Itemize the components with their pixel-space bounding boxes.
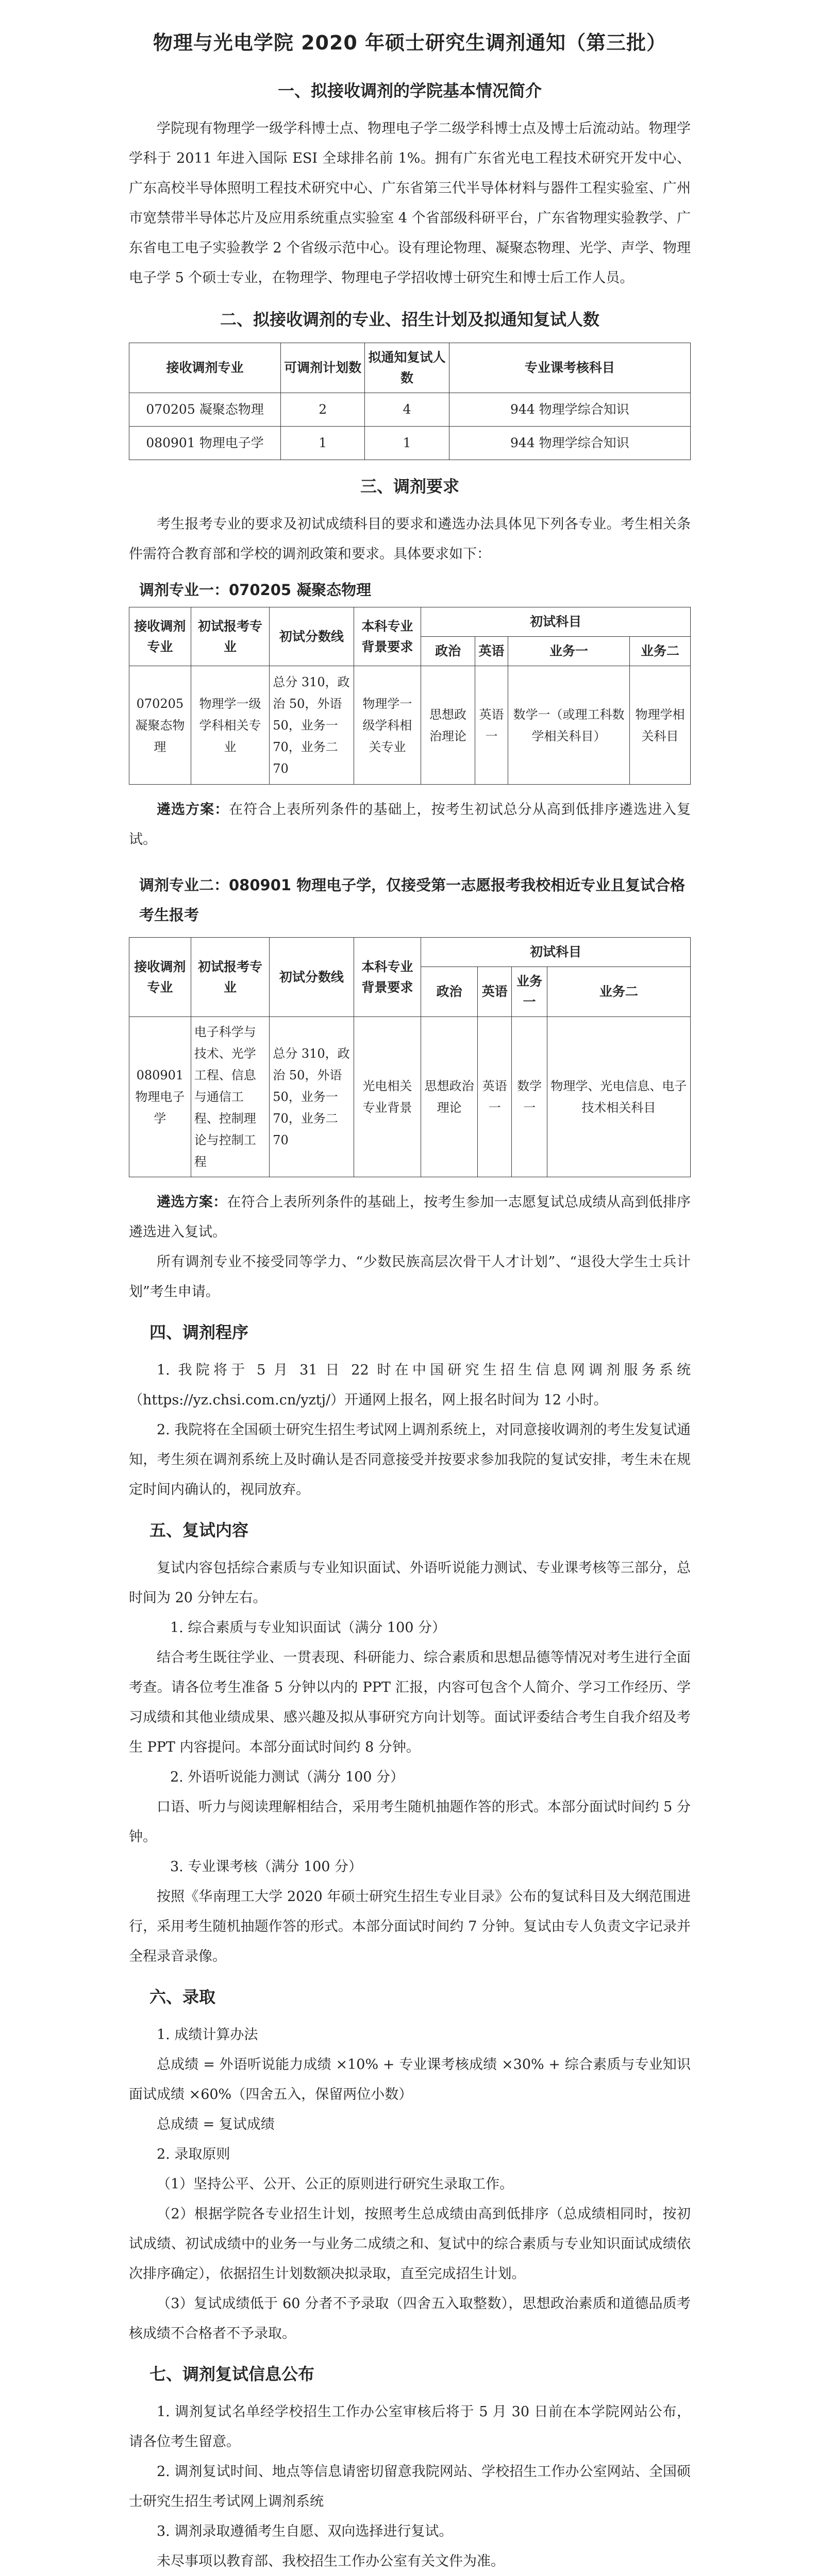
- quota-header-plan: 可调剂计划数: [281, 343, 365, 393]
- major-2-method-text: 在符合上表所列条件的基础上，按考生参加一志愿复试总成绩从高到低排序遴选进入复试。: [129, 1194, 691, 1240]
- major-1-title: 调剂专业一：070205 凝聚态物理: [139, 581, 372, 599]
- m1-cell-apply: 物理学一级学科相关专业: [191, 666, 269, 785]
- major-2-method-label: 遴选方案：: [157, 1194, 227, 1210]
- section-6-r2-3: （3）复试成绩低于 60 分者不予录取（四舍五入取整数），思想政治素质和道德品质考核成绩不合格者不予录取。: [129, 2296, 691, 2342]
- m1-cell-bus2: 物理学相关科目: [629, 666, 690, 785]
- m2-header-bg: 本科专业背景要求: [354, 938, 421, 1017]
- m2-cell-score: 总分 310，政治 50，外语 50，业务一 70，业务二 70: [270, 1017, 354, 1177]
- m1-header-score: 初试分数线: [270, 607, 354, 666]
- section-6-r1: 1. 成绩计算办法: [157, 2027, 258, 2043]
- section-6-heading: 六、录取: [149, 1987, 216, 2007]
- m1-cell-score: 总分 310，政治 50，外语 50，业务一 70，业务二 70: [270, 666, 354, 785]
- m1-header-apply: 初试报考专业: [191, 607, 269, 666]
- section-5-sub-3-body: 按照《华南理工大学 2020 年硕士研究生招生专业目录》公布的复试科目及大纲范围进行，采用考生随机抽题作答的形式。本部分面试时间约 7 分钟。复试由专人负责文字记录并全程录音录像。: [129, 1889, 691, 1964]
- table-row: [129, 1017, 691, 1177]
- m2-header-score: 初试分数线: [270, 938, 354, 1017]
- quota-cell: 1: [281, 427, 365, 460]
- table-row: [129, 393, 691, 427]
- section-5-intro: 复试内容包括综合素质与专业知识面试、外语听说能力测试、专业课考核等三部分，总时间为 20 分钟左右。: [129, 1560, 691, 1606]
- m2-header-major: 接收调剂专业: [129, 938, 191, 1017]
- major-1-method-label: 遴选方案：: [157, 802, 229, 818]
- section-5-sub-2-body: 口语、听力与阅读理解相结合，采用考生随机抽题作答的形式。本部分面试时间约 5 分钟。: [129, 1799, 691, 1845]
- major-1-method: [129, 795, 691, 855]
- section-4-item-2: 2. 我院将在全国硕士研究生招生考试网上调剂系统上，对同意接收调剂的考生发复试通知，考生须在调剂系统上及时确认是否同意接受并按要求参加我院的复试安排，考生未在规定时间内确认的，视同放弃。: [129, 1422, 691, 1498]
- section-6-r2-1: （1）坚持公平、公开、公正的原则进行研究生录取工作。: [157, 2176, 514, 2192]
- m2-cell-major: 080901 物理电子学: [129, 1017, 191, 1177]
- quota-cell: 4: [365, 393, 449, 427]
- m2-cell-apply: 电子科学与技术、光学工程、信息与通信工程、控制理论与控制工程: [191, 1017, 269, 1177]
- m2-header-apply: 初试报考专业: [191, 938, 269, 1017]
- table-row: [129, 938, 691, 967]
- table-row: [129, 607, 691, 637]
- major-2-table: [129, 937, 691, 1177]
- section-5-heading: 五、复试内容: [149, 1520, 249, 1540]
- quota-cell: 2: [281, 393, 365, 427]
- quota-table: [129, 343, 691, 460]
- major-2-note: 所有调剂专业不接受同等学力、“少数民族高层次骨干人才计划”、“退役大学生士兵计划”考生申请。: [129, 1254, 691, 1300]
- section-7-heading: 七、调剂复试信息公布: [149, 2364, 315, 2384]
- m1-cell-bg: 物理学一级学科相关专业: [354, 666, 421, 785]
- section-1-heading: 一、拟接收调剂的学院基本情况简介: [277, 81, 542, 100]
- quota-cell: 080901 物理电子学: [129, 427, 281, 460]
- section-3-heading: 三、调剂要求: [360, 477, 459, 496]
- section-5-sub-2-title: 2. 外语听说能力测试（满分 100 分）: [170, 1769, 405, 1785]
- section-7-item-4: 未尽事项以教育部、我校招生工作办公室有关文件为准。: [157, 2553, 505, 2569]
- section-5-sub-3-title: 3. 专业课考核（满分 100 分）: [170, 1859, 363, 1875]
- section-4-heading: 四、调剂程序: [149, 1323, 249, 1342]
- m1-header-eng: 英语: [475, 637, 508, 666]
- major-2-method: [129, 1188, 691, 1247]
- quota-header-major: 接收调剂专业: [129, 343, 281, 393]
- quota-header-count: 拟通知复试人数: [365, 343, 449, 393]
- page-title: 物理与光电学院 2020 年硕士研究生调剂通知（第三批）: [153, 31, 667, 54]
- quota-table-header: [129, 343, 691, 393]
- section-6-r2: 2. 录取原则: [157, 2146, 230, 2162]
- section-7-item-3: 3. 调剂录取遵循考生自愿、双向选择进行复试。: [157, 2523, 453, 2539]
- m2-cell-bg: 光电相关专业背景: [354, 1017, 421, 1177]
- quota-cell: 944 物理学综合知识: [449, 393, 690, 427]
- quota-cell: 944 物理学综合知识: [449, 427, 690, 460]
- section-6-r2-2: （2）根据学院各专业招生计划，按照考生总成绩由高到低排序（总成绩相同时，按初试成绩、初试成绩中的业务一与业务二成绩之和、复试中的综合素质与专业知识面试成绩依次排序确定），依据招生计划数额决拟录取，直至完成招生计划。: [129, 2206, 691, 2282]
- m1-cell-major: 070205 凝聚态物理: [129, 666, 191, 785]
- m2-header-pol: 政治: [421, 967, 478, 1017]
- table-row: [129, 666, 691, 785]
- m2-cell-pol: 思想政治理论: [421, 1017, 478, 1177]
- notice-content: [129, 27, 691, 2576]
- m1-header-bus1: 业务一: [508, 637, 630, 666]
- section-1-paragraph: 学院现有物理学一级学科博士点、物理电子学二级学科博士点及博士后流动站。物理学学科于 2011 年进入国际 ESI 全球排名前 1%。拥有广东省光电工程技术研究开发中心、广东高校半导体照明工程技术研究中心、广东省第三代半导体材料与器件工程实验室、广州市宽禁带半导体芯片及应用系统重点实验室 4 个省部级科研平台，广东省物理实验教学、广东省电工电子实验教学 2 个省级示范中心。设有理论物理、凝聚态物理、光学、声学、物理电子学 5 个硕士专业，在物理学、物理电子学招收博士研究生和博士后工作人员。: [129, 121, 691, 286]
- m1-header-bg: 本科专业背景要求: [354, 607, 421, 666]
- section-7-item-2: 2. 调剂复试时间、地点等信息请密切留意我院网站、学校招生工作办公室网站、全国硕士研究生招生考试网上调剂系统: [129, 2464, 691, 2510]
- section-7-item-1: 1. 调剂复试名单经学校招生工作办公室审核后将于 5 月 30 日前在本学院网站公布，请各位考生留意。: [129, 2404, 691, 2450]
- section-6-r1-formula-b: 总成绩 = 复试成绩: [157, 2116, 275, 2132]
- section-4-item-1: 1. 我院将于 5 月 31 日 22 时在中国研究生招生信息网调剂服务系统（https://yz.chsi.com.cn/yztj/）开通网上报名，网上报名时间为 12 小时。: [129, 1362, 691, 1408]
- m1-header-major: 接收调剂专业: [129, 607, 191, 666]
- major-1-method-text: 在符合上表所列条件的基础上，按考生初试总分从高到低排序遴选进入复试。: [129, 802, 691, 848]
- m2-cell-bus2: 物理学、光电信息、电子技术相关科目: [547, 1017, 690, 1177]
- section-2-heading: 二、拟接收调剂的专业、招生计划及拟通知复试人数: [220, 310, 599, 329]
- major-2-title: 调剂专业二：080901 物理电子学，仅接受第一志愿报考我校相近专业且复试合格考生报考: [139, 876, 686, 924]
- section-6-r1-formula-a: 总成绩 = 外语听说能力成绩 ×10% + 专业课考核成绩 ×30% + 综合素质与专业知识面试成绩 ×60%（四舍五入，保留两位小数）: [129, 2057, 691, 2103]
- section-5-sub-1-title: 1. 综合素质与专业知识面试（满分 100 分）: [170, 1620, 446, 1636]
- section-3-intro: 考生报考专业的要求及初试成绩科目的要求和遴选办法具体见下列各专业。考生相关条件需符合教育部和学校的调剂政策和要求。具体要求如下：: [129, 516, 691, 562]
- m2-header-eng: 英语: [478, 967, 512, 1017]
- m1-header-subjects: 初试科目: [421, 607, 691, 637]
- m1-header-pol: 政治: [421, 637, 475, 666]
- m2-cell-eng: 英语一: [478, 1017, 512, 1177]
- section-5-sub-1-body: 结合考生既往学业、一贯表现、科研能力、综合素质和思想品德等情况对考生进行全面考查。请各位考生准备 5 分钟以内的 PPT 汇报，内容可包含个人简介、学习工作经历、学习成绩和其他业绩成果、感兴趣及拟从事研究方向计划等。面试评委结合考生自我介绍及考生 PPT 内容提问。本部分面试时间约 8 分钟。: [129, 1650, 691, 1755]
- m2-header-bus1: 业务一: [512, 967, 547, 1017]
- major-1-table: [129, 607, 691, 785]
- quota-cell: 070205 凝聚态物理: [129, 393, 281, 427]
- m2-header-subjects: 初试科目: [421, 938, 691, 967]
- m2-header-bus2: 业务二: [547, 967, 690, 1017]
- quota-cell: 1: [365, 427, 449, 460]
- quota-header-subject: 专业课考核科目: [449, 343, 690, 393]
- table-row: [129, 427, 691, 460]
- m2-cell-bus1: 数学一: [512, 1017, 547, 1177]
- m1-cell-eng: 英语一: [475, 666, 508, 785]
- m1-header-bus2: 业务二: [629, 637, 690, 666]
- m1-cell-pol: 思想政治理论: [421, 666, 475, 785]
- m1-cell-bus1: 数学一（或理工科数学相关科目）: [508, 666, 630, 785]
